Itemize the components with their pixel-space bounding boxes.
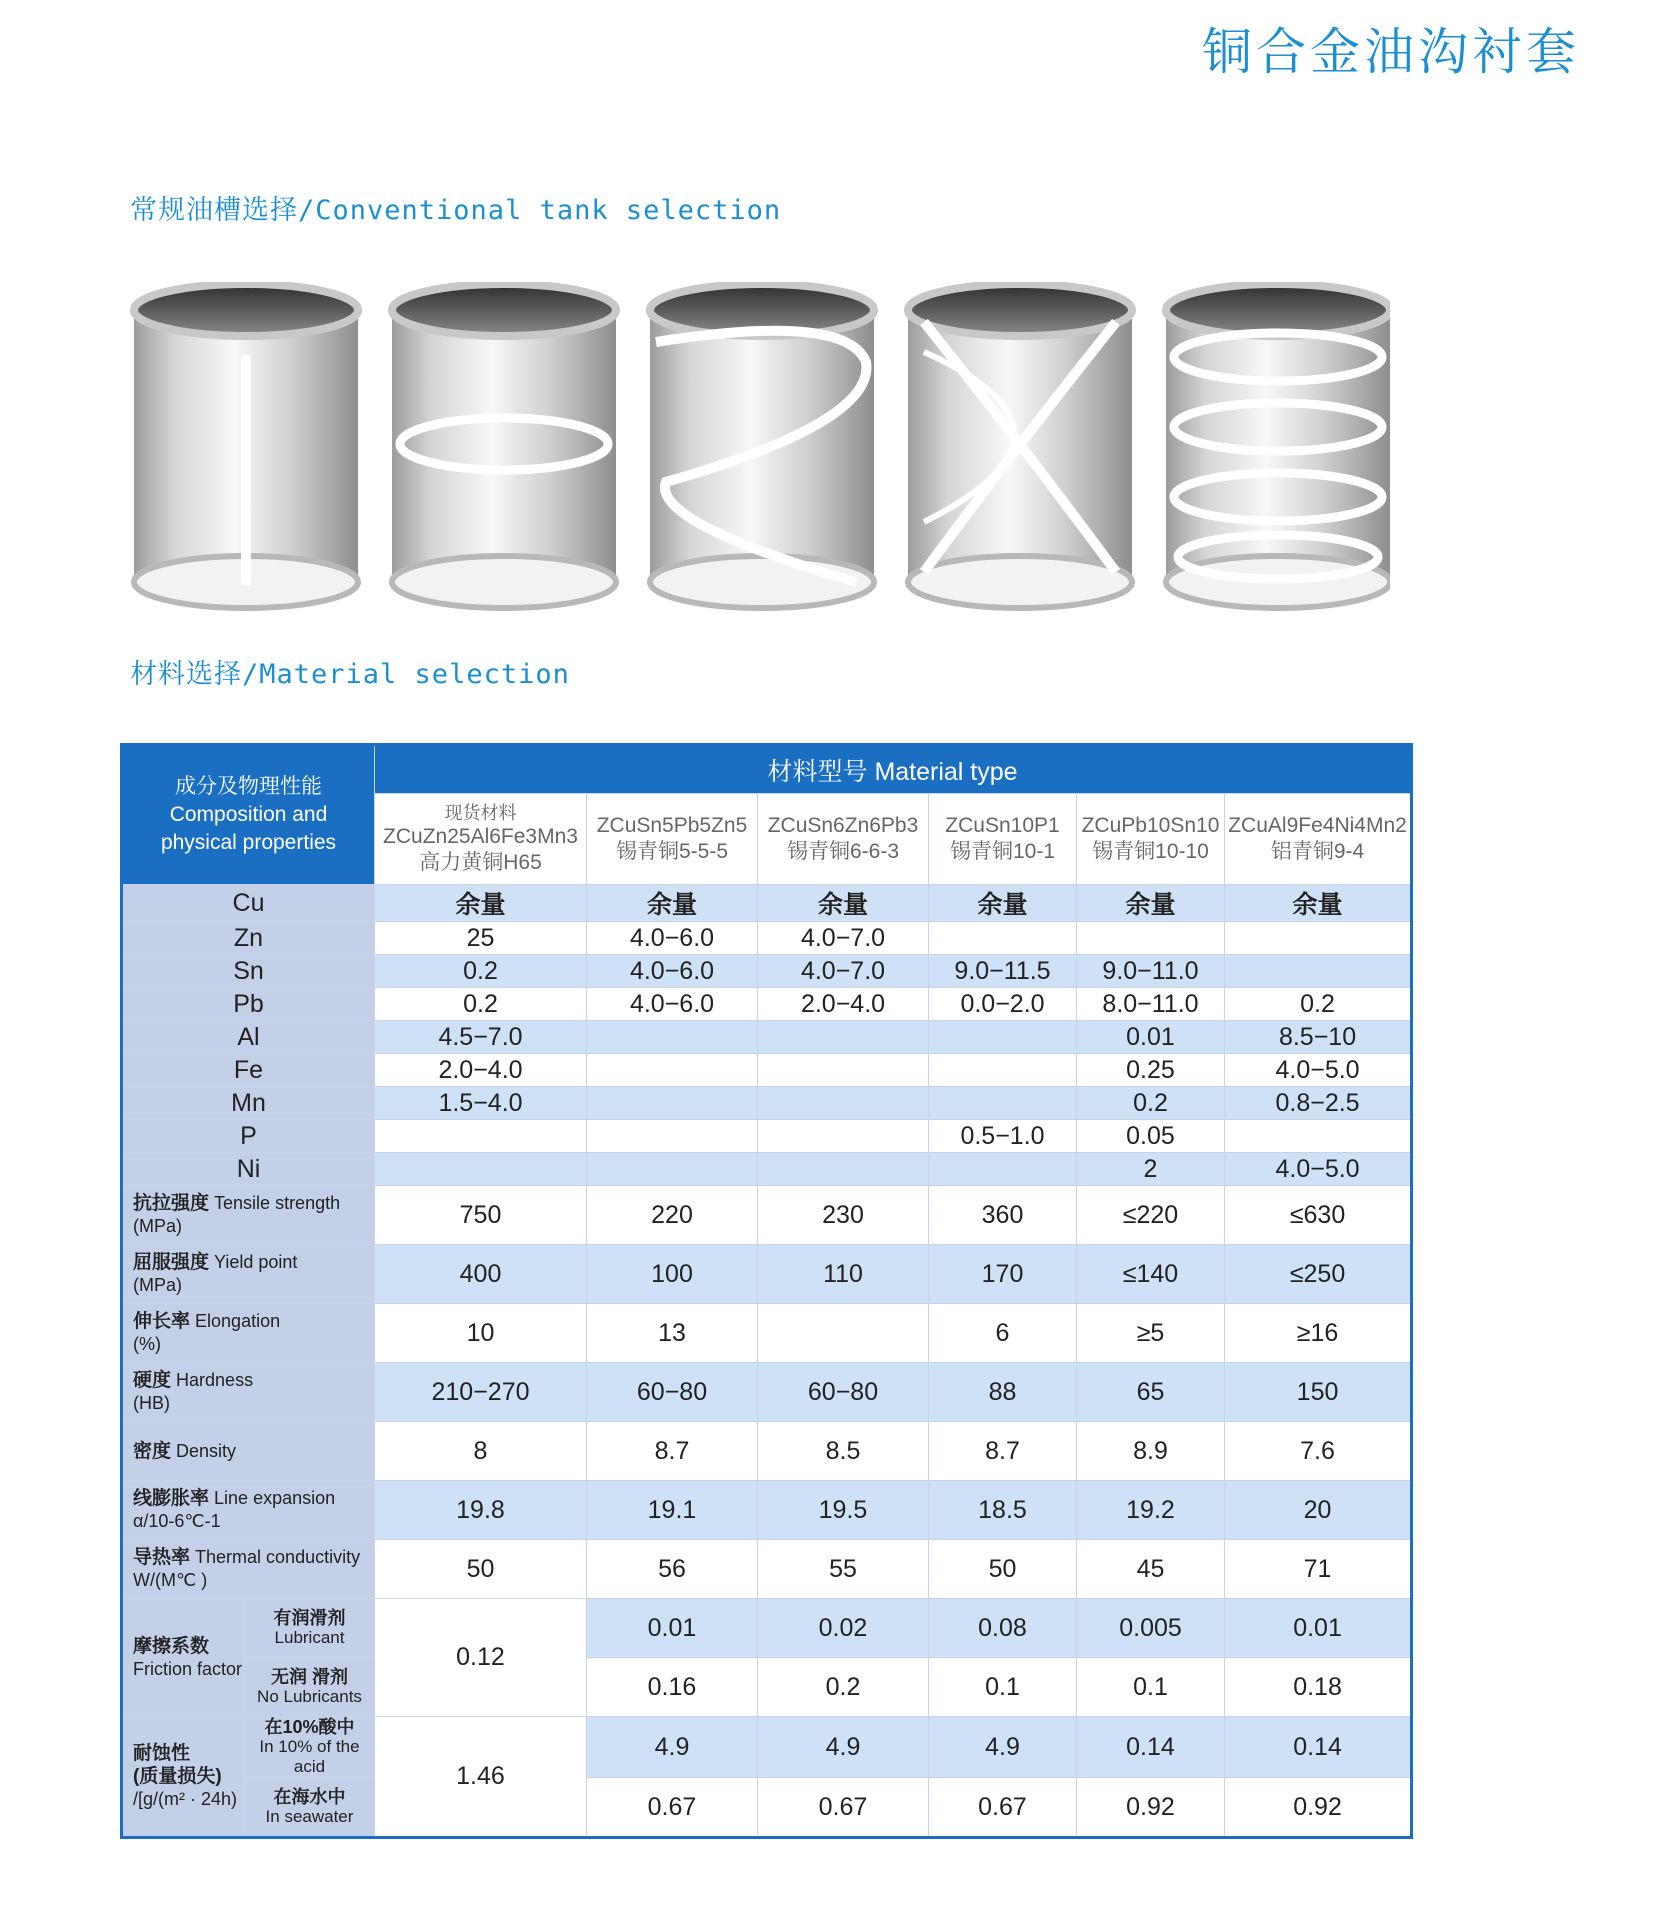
element-value <box>929 1087 1077 1120</box>
material-column-header: ZCuSn10P1 锡青铜10-1 <box>929 794 1077 885</box>
element-value: 0.25 <box>1077 1054 1225 1087</box>
friction-value: 0.1 <box>1077 1658 1225 1717</box>
element-value <box>587 1120 758 1153</box>
friction-value: 0.005 <box>1077 1599 1225 1658</box>
element-value <box>758 1120 929 1153</box>
property-value: 50 <box>929 1540 1077 1599</box>
property-value: 8.5 <box>758 1422 929 1481</box>
element-value <box>1225 922 1412 955</box>
groove-illustrations <box>130 282 1390 612</box>
element-value: 4.5−7.0 <box>375 1021 587 1054</box>
friction-value: 0.18 <box>1225 1658 1412 1717</box>
property-value: 110 <box>758 1245 929 1304</box>
corrosion-value: 0.92 <box>1225 1778 1412 1838</box>
element-value: 4.0−6.0 <box>587 955 758 988</box>
property-value: 19.8 <box>375 1481 587 1540</box>
element-value <box>929 1021 1077 1054</box>
element-row <box>122 885 1412 922</box>
material-column-header: ZCuSn5Pb5Zn5 锡青铜5-5-5 <box>587 794 758 885</box>
element-value: 4.0−7.0 <box>758 922 929 955</box>
friction-merged-value: 0.12 <box>375 1599 587 1717</box>
element-value: 8.5−10 <box>1225 1021 1412 1054</box>
property-value: 19.5 <box>758 1481 929 1540</box>
element-value: 余量 <box>1077 885 1225 922</box>
property-value: ≥16 <box>1225 1304 1412 1363</box>
friction-value: 0.01 <box>587 1599 758 1658</box>
element-value: 4.0−6.0 <box>587 988 758 1021</box>
property-label: 硬度 Hardness (HB) <box>122 1363 375 1422</box>
element-row <box>122 1054 1412 1087</box>
element-value: 4.0−7.0 <box>758 955 929 988</box>
element-value <box>375 1120 587 1153</box>
element-label: Sn <box>122 955 375 988</box>
element-label: Al <box>122 1021 375 1054</box>
property-value: 19.2 <box>1077 1481 1225 1540</box>
element-value <box>1225 955 1412 988</box>
property-row <box>122 1422 1412 1481</box>
element-value: 余量 <box>587 885 758 922</box>
corrosion-sub-label: 在海水中 In seawater <box>245 1778 375 1838</box>
property-value: 220 <box>587 1186 758 1245</box>
property-value: 45 <box>1077 1540 1225 1599</box>
friction-sub-label: 无润 滑剂 No Lubricants <box>245 1658 375 1717</box>
element-value <box>587 1153 758 1186</box>
property-value: 18.5 <box>929 1481 1077 1540</box>
element-value: 0.2 <box>375 955 587 988</box>
property-value: 56 <box>587 1540 758 1599</box>
element-value: 2.0−4.0 <box>375 1054 587 1087</box>
element-value <box>929 922 1077 955</box>
friction-value: 0.16 <box>587 1658 758 1717</box>
corrosion-value: 4.9 <box>929 1717 1077 1778</box>
corrosion-value: 4.9 <box>587 1717 758 1778</box>
groove-sleeve-illustrations <box>130 282 1390 612</box>
property-value: 750 <box>375 1186 587 1245</box>
property-value: 8.9 <box>1077 1422 1225 1481</box>
element-value: 9.0−11.0 <box>1077 955 1225 988</box>
element-value: 0.05 <box>1077 1120 1225 1153</box>
sleeve-ring-groove <box>392 284 616 608</box>
property-row <box>122 1481 1412 1540</box>
element-value: 2 <box>1077 1153 1225 1186</box>
property-value: 6 <box>929 1304 1077 1363</box>
element-value <box>375 1153 587 1186</box>
material-column-header: ZCuSn6Zn6Pb3 锡青铜6-6-3 <box>758 794 929 885</box>
friction-sub-label: 有润滑剂 Lubricant <box>245 1599 375 1658</box>
friction-value: 0.01 <box>1225 1599 1412 1658</box>
property-label: 密度 Density <box>122 1422 375 1481</box>
sleeve-cross-groove <box>908 284 1132 608</box>
element-value <box>758 1054 929 1087</box>
property-value: ≥5 <box>1077 1304 1225 1363</box>
element-label: Fe <box>122 1054 375 1087</box>
material-table <box>120 743 1413 1839</box>
material-column-header: ZCuPb10Sn10 锡青铜10-10 <box>1077 794 1225 885</box>
property-row <box>122 1186 1412 1245</box>
element-value: 0.0−2.0 <box>929 988 1077 1021</box>
element-label: Mn <box>122 1087 375 1120</box>
material-column-header: ZCuAl9Fe4Ni4Mn2 铝青铜9-4 <box>1225 794 1412 885</box>
property-value: 88 <box>929 1363 1077 1422</box>
element-row <box>122 1021 1412 1054</box>
element-value: 0.5−1.0 <box>929 1120 1077 1153</box>
material-column-header: 现货材料 ZCuZn25Al6Fe3Mn3 高力黄铜H65 <box>375 794 587 885</box>
element-value <box>758 1087 929 1120</box>
property-value: 8.7 <box>587 1422 758 1481</box>
property-value: 71 <box>1225 1540 1412 1599</box>
corrosion-sub-label: 在10%酸中 In 10% of the acid <box>245 1717 375 1778</box>
property-value: 20 <box>1225 1481 1412 1540</box>
element-value: 余量 <box>375 885 587 922</box>
page-title: 铜合金油沟衬套 <box>1202 23 1580 81</box>
property-value: 170 <box>929 1245 1077 1304</box>
element-value: 0.01 <box>1077 1021 1225 1054</box>
property-label: 抗拉强度 Tensile strength (MPa) <box>122 1186 375 1245</box>
element-value: 0.8−2.5 <box>1225 1087 1412 1120</box>
element-value <box>587 1087 758 1120</box>
element-label: Ni <box>122 1153 375 1186</box>
property-row <box>122 1363 1412 1422</box>
element-row <box>122 1120 1412 1153</box>
friction-value: 0.2 <box>758 1658 929 1717</box>
property-value: 7.6 <box>1225 1422 1412 1481</box>
property-value: 60−80 <box>758 1363 929 1422</box>
corrosion-value: 0.92 <box>1077 1778 1225 1838</box>
element-value <box>587 1054 758 1087</box>
corrosion-row <box>122 1778 1412 1838</box>
element-label: Cu <box>122 885 375 922</box>
property-value: 60−80 <box>587 1363 758 1422</box>
property-row <box>122 1304 1412 1363</box>
sleeve-straight-groove <box>134 284 358 608</box>
property-value: ≤630 <box>1225 1186 1412 1245</box>
element-value: 0.2 <box>375 988 587 1021</box>
element-value: 余量 <box>758 885 929 922</box>
element-value: 余量 <box>929 885 1077 922</box>
element-value: 4.0−5.0 <box>1225 1054 1412 1087</box>
composition-header: 成分及物理性能 Composition and physical properties <box>122 745 375 885</box>
material-type-header: 材料型号 Material type <box>375 745 1412 794</box>
corrosion-merged-value: 1.46 <box>375 1717 587 1838</box>
element-label: Zn <box>122 922 375 955</box>
corrosion-row <box>122 1717 1412 1778</box>
element-value: 4.0−6.0 <box>587 922 758 955</box>
property-value: 55 <box>758 1540 929 1599</box>
property-label: 导热率 Thermal conductivity W/(M℃ ) <box>122 1540 375 1599</box>
section-title-material-selection: 材料选择/Material selection <box>130 659 570 690</box>
corrosion-value: 0.67 <box>758 1778 929 1838</box>
friction-row <box>122 1658 1412 1717</box>
property-label: 伸长率 Elongation (%) <box>122 1304 375 1363</box>
property-value <box>758 1304 929 1363</box>
property-value: 230 <box>758 1186 929 1245</box>
element-value <box>758 1021 929 1054</box>
corrosion-value: 0.67 <box>929 1778 1077 1838</box>
property-value: 210−270 <box>375 1363 587 1422</box>
property-value: 19.1 <box>587 1481 758 1540</box>
element-value: 9.0−11.5 <box>929 955 1077 988</box>
property-value: 8.7 <box>929 1422 1077 1481</box>
element-row <box>122 988 1412 1021</box>
element-row <box>122 1087 1412 1120</box>
element-value: 0.2 <box>1077 1087 1225 1120</box>
property-row <box>122 1245 1412 1304</box>
sleeve-spiral-groove <box>650 284 874 608</box>
property-value: 100 <box>587 1245 758 1304</box>
friction-row <box>122 1599 1412 1658</box>
corrosion-label: 耐蚀性 (质量损失) /[g/(m² · 24h) <box>122 1717 245 1838</box>
corrosion-value: 0.14 <box>1225 1717 1412 1778</box>
element-row <box>122 1153 1412 1186</box>
friction-label: 摩擦系数 Friction factor <box>122 1599 245 1717</box>
element-label: P <box>122 1120 375 1153</box>
property-value: 13 <box>587 1304 758 1363</box>
section-title-tank-selection: 常规油槽选择/Conventional tank selection <box>130 195 782 226</box>
element-value: 25 <box>375 922 587 955</box>
element-label: Pb <box>122 988 375 1021</box>
element-value: 4.0−5.0 <box>1225 1153 1412 1186</box>
friction-value: 0.1 <box>929 1658 1077 1717</box>
element-value: 余量 <box>1225 885 1412 922</box>
element-row <box>122 955 1412 988</box>
corrosion-value: 4.9 <box>758 1717 929 1778</box>
property-value: 400 <box>375 1245 587 1304</box>
property-value: ≤140 <box>1077 1245 1225 1304</box>
property-label: 屈服强度 Yield point (MPa) <box>122 1245 375 1304</box>
friction-value: 0.08 <box>929 1599 1077 1658</box>
element-value <box>587 1021 758 1054</box>
property-label: 线膨胀率 Line expansion α/10-6℃-1 <box>122 1481 375 1540</box>
element-value <box>758 1153 929 1186</box>
corrosion-value: 0.14 <box>1077 1717 1225 1778</box>
property-value: 50 <box>375 1540 587 1599</box>
element-value <box>1225 1120 1412 1153</box>
property-value: ≤220 <box>1077 1186 1225 1245</box>
corrosion-value: 0.67 <box>587 1778 758 1838</box>
friction-value: 0.02 <box>758 1599 929 1658</box>
element-value: 0.2 <box>1225 988 1412 1021</box>
element-value <box>929 1153 1077 1186</box>
property-value: 360 <box>929 1186 1077 1245</box>
property-value: 150 <box>1225 1363 1412 1422</box>
element-value: 2.0−4.0 <box>758 988 929 1021</box>
element-value: 1.5−4.0 <box>375 1087 587 1120</box>
property-value: 65 <box>1077 1363 1225 1422</box>
property-row <box>122 1540 1412 1599</box>
element-value <box>1077 922 1225 955</box>
sleeve-multi-ring-groove <box>1166 284 1390 608</box>
property-value: 10 <box>375 1304 587 1363</box>
element-value: 8.0−11.0 <box>1077 988 1225 1021</box>
property-value: ≤250 <box>1225 1245 1412 1304</box>
property-value: 8 <box>375 1422 587 1481</box>
element-row <box>122 922 1412 955</box>
element-value <box>929 1054 1077 1087</box>
